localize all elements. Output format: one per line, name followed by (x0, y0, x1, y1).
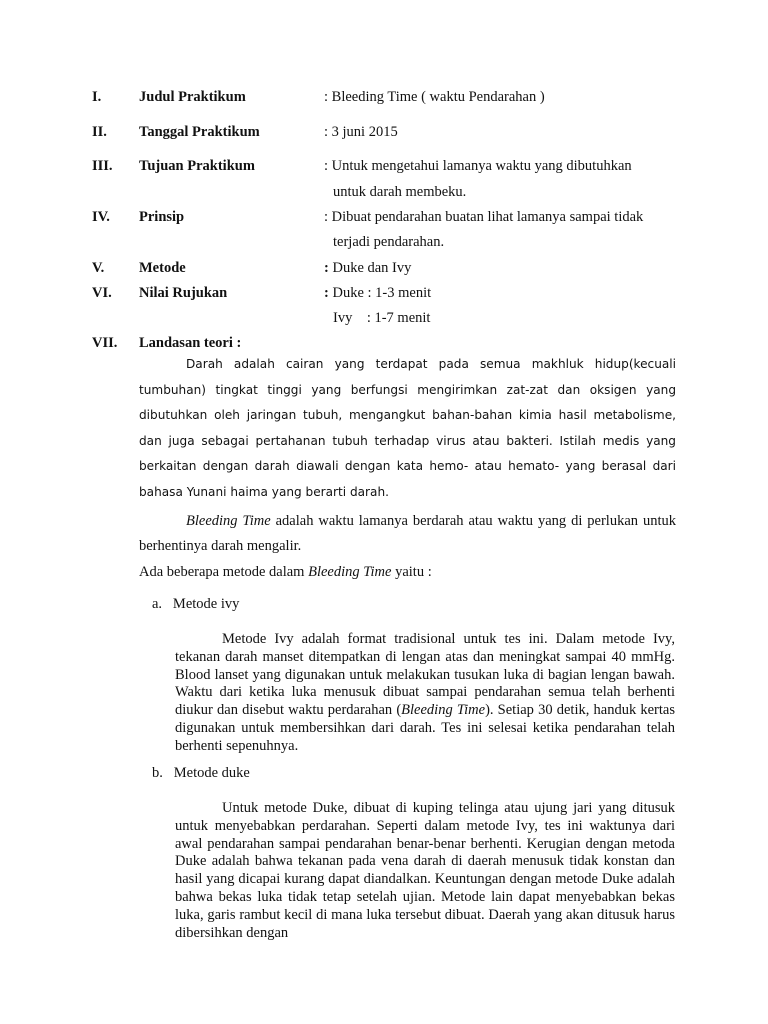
bleeding-definition-text: adalah waktu lamanya berdarah atau waktu yang di perlukan untuk berhentinya darah mengalir. (139, 513, 676, 554)
section-number: II. (92, 124, 107, 140)
section-label: Nilai Rujukan (139, 285, 228, 301)
section-number: I. (92, 89, 102, 105)
section-number: VII. (92, 335, 118, 351)
section-label: Metode (139, 260, 186, 276)
method-a-block (175, 631, 675, 756)
colon: : (324, 260, 329, 276)
section-value-continued: Ivy : 1-7 menit (333, 310, 431, 326)
section-label: Landasan teori : (139, 335, 242, 351)
section-value: : Dibuat pendarahan buatan lihat lamanya sampai tidak (324, 209, 644, 225)
section-value: : Untuk mengetahui lamanya waktu yang dibutuhkan (324, 158, 632, 174)
section-number: V. (92, 260, 105, 276)
method-b-body: Untuk metode Duke, dibuat di kuping telinga atau ujung jari yang ditusuk untuk menyebabkan perdarahan. Seperti dalam metode Ivy, tes ini waktunya dari awal pendarahan sampai pendarahan benar-benar berhenti. Kerugian dengan metoda Duke adalah bahwa tekanan pada vena darah di daerah menusuk tidak konstan dan hasil yang dicapai kurang dapat diandalkan. Keuntungan dengan metode Duke adalah bahwa bekas luka tidak tetap setelah ujian. Metode lain dapat menyebabkan bekas luka, garis rambut kecil di mana luka tersebut dibuat. Daerah yang akan ditusuk harus dibersihkan dengan (175, 800, 675, 941)
methods-intro-term: Bleeding Time (308, 564, 392, 580)
section-label: Prinsip (139, 209, 185, 225)
bleeding-term: Bleeding Time (186, 513, 271, 529)
method-a-body (175, 631, 675, 756)
section-label: Tujuan Praktikum (139, 158, 255, 174)
section-value-continued: untuk darah membeku. (333, 184, 467, 200)
methods-intro-text: Ada beberapa metode dalam (139, 564, 309, 580)
section-number: IV. (92, 209, 110, 225)
method-a-text-tail: ). Setiap 30 detik, handuk kertas digunakan untuk membersihkan dari darah. Tes ini selesai ketika pendarahan telah berhenti sepenuhnya. (175, 702, 675, 754)
method-b-heading: b. Metode duke (152, 765, 250, 781)
bleeding-definition (139, 509, 676, 558)
section-value-continued: terjadi pendarahan. (333, 234, 445, 250)
section-value: : 3 juni 2015 (324, 124, 398, 140)
section-number: III. (92, 158, 113, 174)
section-value: : Bleeding Time ( waktu Pendarahan ) (324, 89, 545, 105)
teori-paragraph: Darah adalah cairan yang terdapat pada semua makhluk hidup(kecuali tumbuhan) tingkat tinggi yang berfungsi mengirimkan zat-zat dan oksigen yang dibutuhkan oleh jaringan tubuh, mengangkut bahan-bahan kimia hasil metabolisme, dan juga sebagai pertahanan tubuh terhadap virus atau bakteri. Istilah medis yang berkaitan dengan darah diawali dengan kata hemo- atau hemato- yang berasal dari bahasa Yunani haima yang berarti darah. (139, 357, 676, 499)
section-value (324, 259, 411, 277)
teori-paragraph-block (139, 352, 676, 506)
section-label: Tanggal Praktikum (139, 124, 260, 140)
value-text: Duke : 1-3 menit (328, 285, 432, 301)
section-label: Judul Praktikum (139, 89, 246, 105)
method-a-heading: a. Metode ivy (152, 596, 240, 612)
methods-intro-tail: yaitu : (391, 564, 432, 580)
methods-intro (139, 563, 679, 581)
bleeding-definition-block (139, 509, 676, 558)
method-b-block (175, 800, 675, 942)
section-number: VI. (92, 285, 112, 301)
method-a-term: Bleeding Time (401, 702, 486, 719)
colon: : (324, 285, 329, 301)
section-value (324, 284, 431, 302)
method-a-text: Metode Ivy adalah format tradisional untuk tes ini. Dalam metode Ivy, tekanan darah manset ditempatkan di lengan atas dan meningkat sampai 40 mmHg. Blood lanset yang digunakan untuk melakukan tusukan luka di bagian lengan bawah. Waktu dari ketika luka menusuk dibuat sampai pendarahan semua telah berhenti diukur dan disebut waktu perdarahan ( (175, 631, 675, 719)
value-text: Duke dan Ivy (328, 260, 412, 276)
